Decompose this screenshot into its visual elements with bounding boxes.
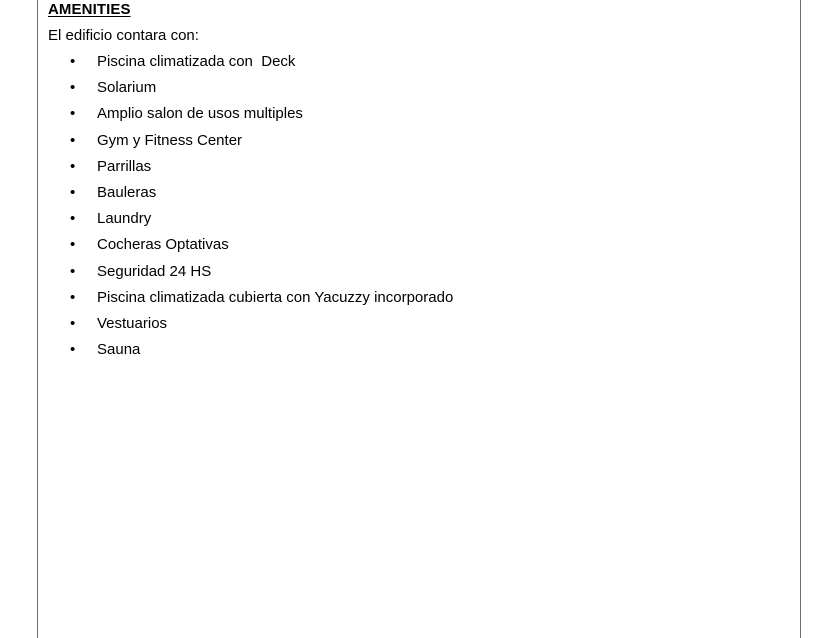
bullet-icon: •: [70, 131, 76, 149]
bullet-icon: •: [70, 341, 76, 359]
amenity-label: Sauna: [97, 341, 141, 359]
bullet-icon: •: [70, 183, 76, 201]
amenity-label: Parrillas: [97, 157, 152, 175]
amenity-label: Seguridad 24 HS: [97, 262, 212, 280]
amenity-label: Vestuarios: [97, 314, 168, 332]
amenity-label: Cocheras Optativas: [97, 236, 229, 254]
bullet-icon: •: [70, 236, 76, 254]
bullet-icon: •: [70, 314, 76, 332]
bullet-icon: •: [70, 262, 76, 280]
amenity-label: Amplio salon de usos multiples: [97, 105, 303, 123]
amenity-label: Solarium: [97, 79, 157, 97]
amenity-label: Piscina climatizada con Deck: [97, 53, 296, 70]
bullet-icon: •: [70, 53, 76, 70]
bullet-icon: •: [70, 157, 76, 175]
amenity-label: Bauleras: [97, 183, 157, 201]
intro-text: El edificio contara con:: [48, 27, 199, 44]
bullet-icon: •: [70, 79, 76, 97]
bullet-icon: •: [70, 288, 76, 306]
amenity-label: Gym y Fitness Center: [97, 131, 243, 149]
section-heading: AMENITIES: [48, 1, 131, 18]
amenity-label: Piscina climatizada cubierta con Yacuzzy incorporado: [97, 288, 454, 306]
bullet-icon: •: [70, 105, 76, 123]
amenity-label: Laundry: [97, 210, 152, 228]
bullet-icon: •: [70, 210, 76, 228]
